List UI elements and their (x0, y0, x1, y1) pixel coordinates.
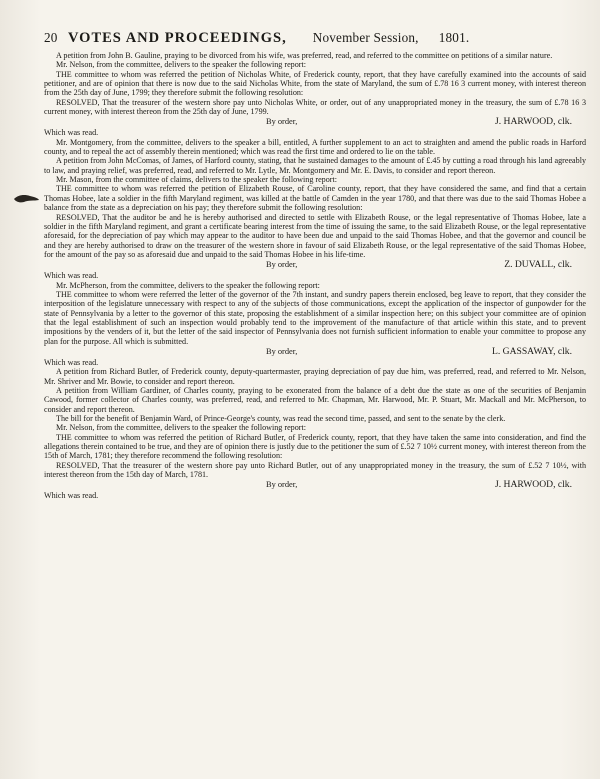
page-title: VOTES AND PROCEEDINGS, (68, 30, 287, 46)
paragraph: A petition from John McComas, of James, of Harford county, stating, that he sustained damages to the amount of £.45 by cutting a road through his land agreeably to law, and praying relief, was preferred, read, and referred to Mr. Lytle, Mr. Montgomery and Mr. E. Davis, to consider and report thereon. (44, 156, 586, 175)
paragraph: RESOLVED, That the auditor be and he is hereby authorised and directed to settle with Elizabeth Rouse, or the legal representative of Thomas Hobee, late a soldier in the fifth Maryland regiment, and grant a certificate bearing interest from the time of issuing the same, to the said Elizabeth Rouse, or the legal representative aforesaid, for the depreciation of pay which may appear to the auditor to have been due and unpaid to the said Thomas Hobee, and that the governor and council be and they are hereby authorised to draw on the treasurer of the western shore in favour of said Elizabeth Rouse, or the legal representative of the said Thomas Hobee, for the amount of the pay so as aforesaid due and unpaid to the said Thomas Hobee in his life-time. (44, 212, 586, 259)
paragraph: Mr. Montgomery, from the committee, delivers to the speaker a bill, entitled, A further supplement to an act to straighten and amend the public roads in Harford county, and to repeal the act of assembly therein mentioned; which was read the first time and ordered to lie on the table. (44, 137, 586, 157)
page-number: 20 (44, 30, 58, 45)
by-order-label: By order, (266, 480, 298, 490)
session-label: November Session, (312, 30, 419, 45)
page-header (44, 30, 586, 47)
paragraph: RESOLVED, That the treasurer of the western shore pay unto Richard Butler, out of any unappropriated money in the treasury, the sum of £.52 7 10½, with interest thereon from the 15th day of March, 1781. (44, 460, 586, 480)
by-order-label: By order, (266, 346, 298, 356)
by-order-label: By order, (266, 117, 298, 127)
paragraph: A petition from John B. Gauline, praying to be divorced from his wife, was preferred, read, and referred to the committee on petitions of a similar nature. (56, 51, 553, 60)
paragraph: THE committee to whom was referred the petition of Nicholas White, of Frederick county, report, that they have carefully examined into the accounts of said petitioner, and are of opinion that there is now due to the said Nicholas White, from the state of Maryland, the sum of £.78 16 3 current money, with interest thereon from the 25th day of June, 1799; they therefore submit the following resolution: (44, 69, 586, 98)
document-body (44, 51, 586, 501)
clerk-name: Z. DUVALL, clk. (504, 259, 572, 271)
session-year: 1801. (438, 30, 470, 45)
paragraph: THE committee to whom were referred the letter of the governor of the 7th instant, and sundry papers therein enclosed, beg leave to report, that they consider the interposition of the legislature unnecessary with respect to any of the subjects of those communications, except the application of the inspector of gunpowder for the state of Pennsylvania by a letter to the governor of this state, proposing the establishment of a similar inspection here; on this subject your committee are of opinion that the legal establishment of such an inspection would probably tend to the improvement of the manufacture of that article within this state, and to prevent impositions by the venders of it, but the letter of the said inspector of Pennsylvania does not furnish sufficient information to enable your committee to propose any plan for the purpose. All which is submitted. (44, 289, 586, 346)
paragraph: A petition from Richard Butler, of Frederick county, deputy-quartermaster, praying depreciation of pay due him, was preferred, read, and referred to Mr. Nelson, Mr. Shriver and Mr. Bowie, to consider and report thereon. (44, 367, 586, 386)
ink-blot-mark (12, 190, 40, 206)
signature-line (44, 116, 586, 127)
which-was-read-note: Which was read. (44, 128, 99, 138)
clerk-name: L. GASSAWAY, clk. (492, 345, 572, 357)
paragraph: THE committee to whom was referred the petition of Richard Butler, of Frederick county, report, that they have taken the same into consideration, and find the allegations therein contained to be true, and they are of opinion there is justly due to the petitioner the sum of £.52 7 10½ current money, with interest thereon from the 15th of March, 1781; they therefore recommend the following resolution: (44, 432, 586, 461)
clerk-name: J. HARWOOD, clk. (494, 116, 572, 128)
paragraph: RESOLVED, That the treasurer of the western shore pay unto Nicholas White, or order, out of any unappropriated money in the treasury, the sum of £.78 16 3 current money, with interest thereon from the 25th day of June, 1799. (44, 97, 586, 117)
paragraph: Mr. Nelson, from the committee, delivers to the speaker the following report: (56, 60, 306, 70)
paragraph: Mr. Mason, from the committee of claims, delivers to the speaker the following report: (56, 175, 337, 185)
signature-line (44, 346, 586, 357)
paragraph: The bill for the benefit of Benjamin Ward, of Prince-George's county, was read the second time, passed, and sent to the senate by the clerk. (56, 414, 506, 424)
by-order-label: By order, (266, 260, 298, 270)
signature-line (44, 259, 586, 270)
which-was-read-note: Which was read. (44, 491, 99, 501)
paragraph: Mr. Nelson, from the committee, delivers to the speaker the following report: (56, 423, 306, 433)
which-was-read-note: Which was read. (44, 271, 99, 281)
paragraph: A petition from William Gardiner, of Charles county, praying to be exonerated from the balance of a debt due the state as one of the securities of Benjamin Cawood, former collector of Charles county, was preferred, read, and referred to Mr. Chapman, Mr. Harwood, Mr. P. Stuart, Mr. Mackall and Mr. McPherson, to consider and report thereon. (44, 386, 586, 414)
which-was-read-note: Which was read. (44, 357, 99, 367)
signature-line (44, 479, 586, 490)
paragraph: THE committee to whom was referred the petition of Elizabeth Rouse, of Caroline county, report, that they have considered the same, and find that a certain Thomas Hobee, late a soldier in the fifth Maryland regiment, was killed at the battle of Camden in the year 1780, and that there was due to the said Thomas Hobee a balance from the state as a depreciation on his pay; they therefore submit the following resolution: (44, 184, 586, 213)
clerk-name: J. HARWOOD, clk. (494, 479, 572, 491)
paragraph: Mr. McPherson, from the committee, delivers to the speaker the following report: (56, 280, 320, 290)
